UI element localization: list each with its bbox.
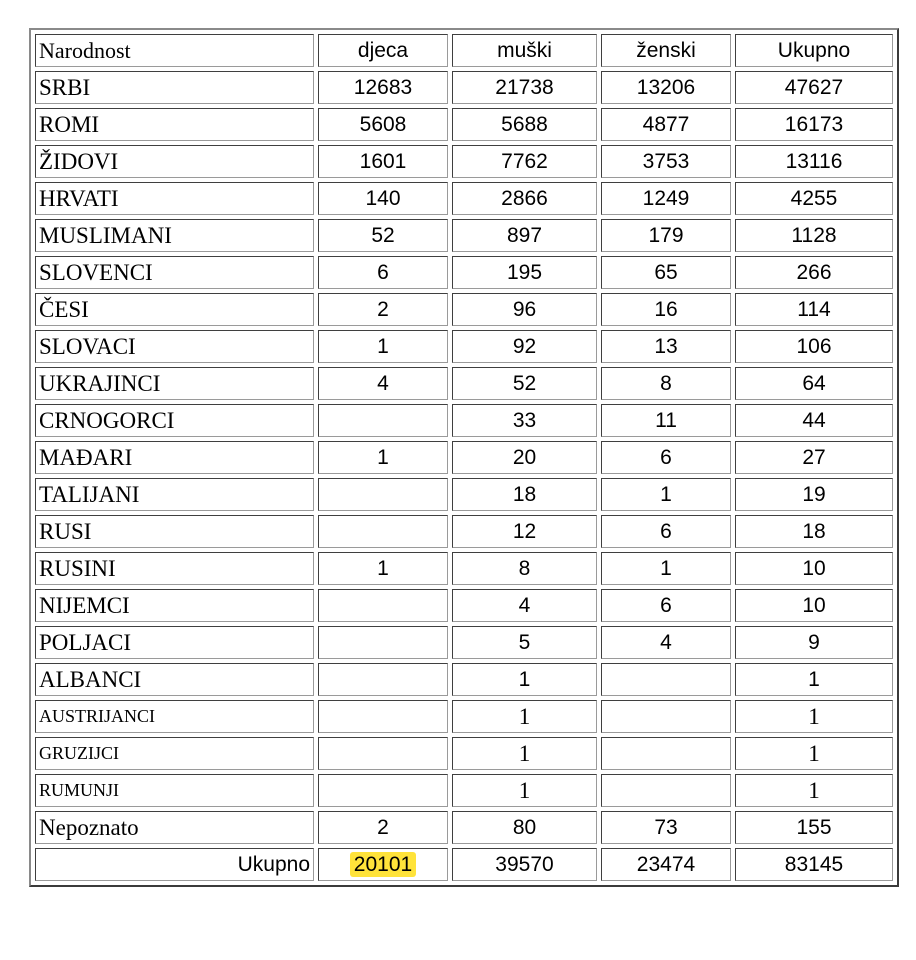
row-ukupno: 1 [735, 774, 893, 807]
row-name: AUSTRIJANCI [35, 700, 314, 733]
row-djeca: 5608 [318, 108, 448, 141]
row-muski: 1 [452, 663, 597, 696]
row-muski: 7762 [452, 145, 597, 178]
row-muski: 52 [452, 367, 597, 400]
row-zenski: 8 [601, 367, 731, 400]
row-muski: 1 [452, 700, 597, 733]
row-name: UKRAJINCI [35, 367, 314, 400]
totals-row [35, 848, 893, 881]
row-name: ROMI [35, 108, 314, 141]
row-djeca: 1601 [318, 145, 448, 178]
row-muski: 8 [452, 552, 597, 585]
row-zenski: 1249 [601, 182, 731, 215]
row-name: POLJACI [35, 626, 314, 659]
row-name: RUSINI [35, 552, 314, 585]
row-ukupno: 10 [735, 552, 893, 585]
row-muski: 897 [452, 219, 597, 252]
table-row [35, 552, 893, 585]
row-djeca [318, 700, 448, 733]
row-zenski [601, 737, 731, 770]
totals-ukupno: 83145 [735, 848, 893, 881]
row-name: SRBI [35, 71, 314, 104]
table-row [35, 404, 893, 437]
row-muski: 5 [452, 626, 597, 659]
row-djeca [318, 589, 448, 622]
totals-muski: 39570 [452, 848, 597, 881]
row-djeca [318, 515, 448, 548]
row-djeca [318, 626, 448, 659]
row-muski: 2866 [452, 182, 597, 215]
row-name: SLOVENCI [35, 256, 314, 289]
row-name: TALIJANI [35, 478, 314, 511]
row-ukupno: 114 [735, 293, 893, 326]
totals-label: Ukupno [35, 848, 314, 881]
row-zenski: 11 [601, 404, 731, 437]
row-ukupno: 18 [735, 515, 893, 548]
row-ukupno: 1 [735, 663, 893, 696]
row-zenski: 6 [601, 589, 731, 622]
row-djeca: 2 [318, 811, 448, 844]
row-muski: 5688 [452, 108, 597, 141]
row-djeca: 1 [318, 441, 448, 474]
table-row [35, 182, 893, 215]
row-name: ŽIDOVI [35, 145, 314, 178]
row-ukupno: 64 [735, 367, 893, 400]
table-row [35, 700, 893, 733]
header-ukupno: Ukupno [735, 34, 893, 67]
row-djeca [318, 737, 448, 770]
table-row [35, 589, 893, 622]
row-name: RUSI [35, 515, 314, 548]
row-name: CRNOGORCI [35, 404, 314, 437]
row-djeca: 1 [318, 330, 448, 363]
row-zenski: 4877 [601, 108, 731, 141]
row-zenski: 65 [601, 256, 731, 289]
row-name: ČESI [35, 293, 314, 326]
row-zenski: 13206 [601, 71, 731, 104]
row-ukupno: 44 [735, 404, 893, 437]
table-row [35, 478, 893, 511]
totals-djeca-highlighted: 20101 [350, 852, 416, 877]
row-muski: 21738 [452, 71, 597, 104]
row-djeca: 140 [318, 182, 448, 215]
row-ukupno: 155 [735, 811, 893, 844]
row-djeca [318, 663, 448, 696]
row-zenski: 13 [601, 330, 731, 363]
row-muski: 12 [452, 515, 597, 548]
row-zenski: 16 [601, 293, 731, 326]
row-muski: 18 [452, 478, 597, 511]
row-muski: 20 [452, 441, 597, 474]
row-djeca [318, 404, 448, 437]
row-djeca: 2 [318, 293, 448, 326]
row-ukupno: 16173 [735, 108, 893, 141]
row-name: RUMUNJI [35, 774, 314, 807]
table-row [35, 663, 893, 696]
table-row [35, 330, 893, 363]
row-ukupno: 1128 [735, 219, 893, 252]
row-name: HRVATI [35, 182, 314, 215]
row-djeca [318, 774, 448, 807]
population-table-container [29, 28, 891, 887]
row-djeca [318, 478, 448, 511]
row-name: ALBANCI [35, 663, 314, 696]
row-muski: 33 [452, 404, 597, 437]
row-ukupno: 9 [735, 626, 893, 659]
table-row [35, 256, 893, 289]
row-zenski: 1 [601, 552, 731, 585]
row-ukupno: 106 [735, 330, 893, 363]
table-row [35, 811, 893, 844]
row-ukupno: 19 [735, 478, 893, 511]
row-name: MUSLIMANI [35, 219, 314, 252]
header-zenski: ženski [601, 34, 731, 67]
table-row [35, 293, 893, 326]
row-zenski: 4 [601, 626, 731, 659]
row-zenski: 6 [601, 515, 731, 548]
header-djeca: djeca [318, 34, 448, 67]
row-name: SLOVACI [35, 330, 314, 363]
row-zenski [601, 774, 731, 807]
row-ukupno: 13116 [735, 145, 893, 178]
table-row [35, 145, 893, 178]
row-muski: 195 [452, 256, 597, 289]
row-name: NIJEMCI [35, 589, 314, 622]
row-muski: 4 [452, 589, 597, 622]
table-row [35, 737, 893, 770]
table-row [35, 71, 893, 104]
table-row [35, 441, 893, 474]
row-ukupno: 1 [735, 737, 893, 770]
row-zenski: 73 [601, 811, 731, 844]
row-djeca: 12683 [318, 71, 448, 104]
row-ukupno: 4255 [735, 182, 893, 215]
row-muski: 1 [452, 774, 597, 807]
header-narodnost: Narodnost [35, 34, 314, 67]
row-zenski: 6 [601, 441, 731, 474]
table-row [35, 367, 893, 400]
totals-djeca-cell [318, 848, 448, 881]
row-zenski [601, 700, 731, 733]
row-name: MAĐARI [35, 441, 314, 474]
row-muski: 1 [452, 737, 597, 770]
row-djeca: 52 [318, 219, 448, 252]
row-djeca: 4 [318, 367, 448, 400]
header-row [35, 34, 893, 67]
row-name: Nepoznato [35, 811, 314, 844]
totals-zenski: 23474 [601, 848, 731, 881]
row-muski: 80 [452, 811, 597, 844]
table-row [35, 626, 893, 659]
row-muski: 96 [452, 293, 597, 326]
table-row [35, 515, 893, 548]
row-ukupno: 10 [735, 589, 893, 622]
table-row [35, 108, 893, 141]
row-ukupno: 47627 [735, 71, 893, 104]
row-djeca: 1 [318, 552, 448, 585]
row-zenski: 179 [601, 219, 731, 252]
population-table [29, 28, 899, 887]
row-ukupno: 27 [735, 441, 893, 474]
row-name: GRUZIJCI [35, 737, 314, 770]
table-row [35, 219, 893, 252]
row-muski: 92 [452, 330, 597, 363]
table-row [35, 774, 893, 807]
row-ukupno: 266 [735, 256, 893, 289]
row-ukupno: 1 [735, 700, 893, 733]
row-zenski: 1 [601, 478, 731, 511]
header-muski: muški [452, 34, 597, 67]
row-djeca: 6 [318, 256, 448, 289]
row-zenski [601, 663, 731, 696]
row-zenski: 3753 [601, 145, 731, 178]
